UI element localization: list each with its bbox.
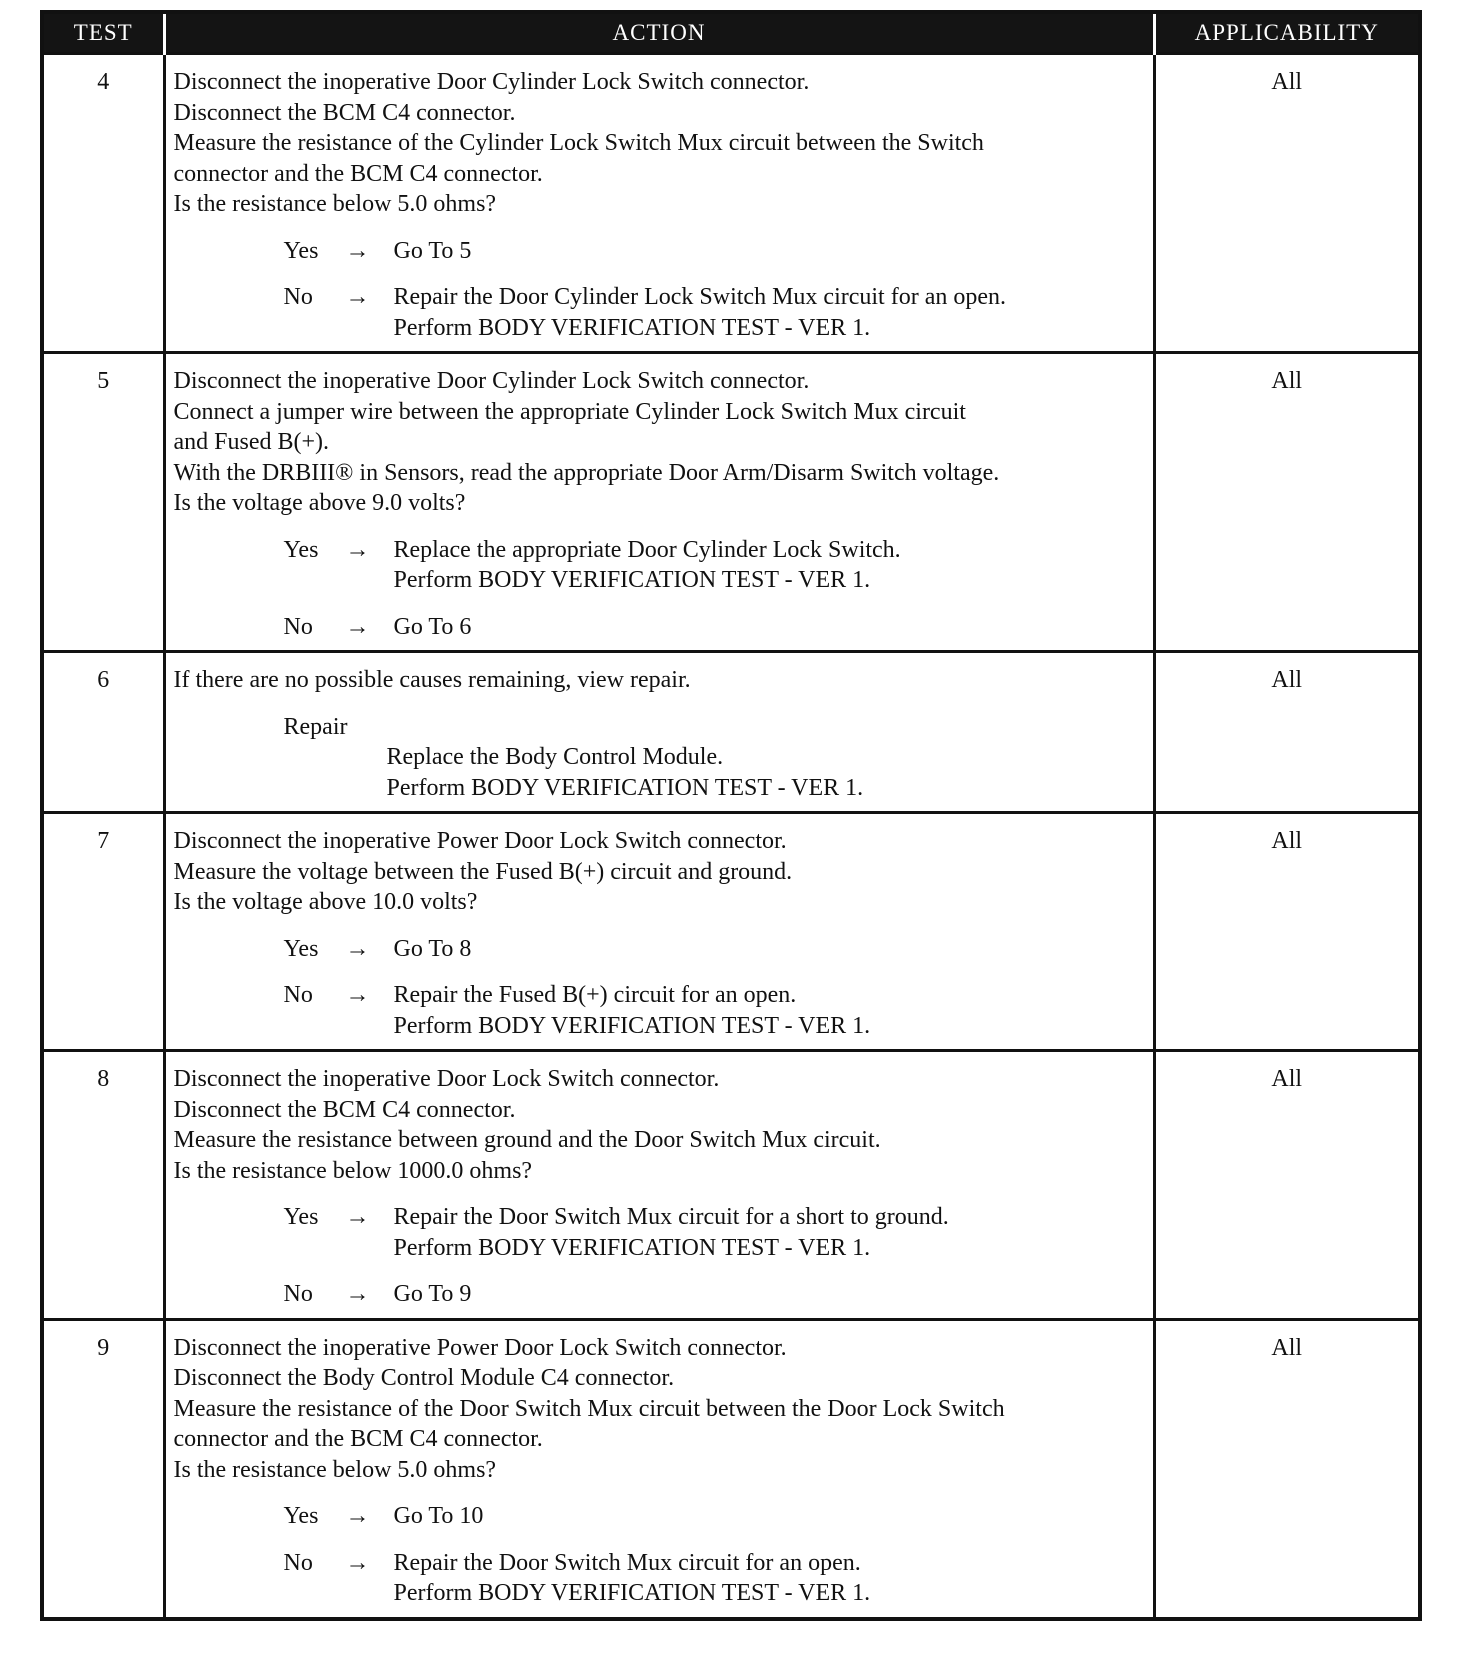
action-cell <box>164 1319 1154 1619</box>
action-line: connector and the BCM C4 connector. <box>173 1426 543 1452</box>
outcome-yes <box>174 1202 1145 1263</box>
outcome-result: Perform BODY VERIFICATION TEST - VER 1. <box>393 1580 871 1606</box>
action-line: Disconnect the inoperative Door Lock Switch connector. <box>173 1066 720 1092</box>
action-cell <box>164 1051 1154 1320</box>
action-line: connector and the BCM C4 connector. <box>173 160 543 187</box>
action-line: Is the resistance below 5.0 ohms? <box>173 191 497 217</box>
test-number: 9 <box>42 1319 164 1619</box>
arrow-icon: → <box>345 1204 370 1230</box>
repair-label: Repair <box>283 713 348 740</box>
arrow-icon: → <box>345 613 370 640</box>
arrow-icon: → <box>345 536 370 563</box>
action-line: Is the voltage above 10.0 volts? <box>173 889 478 915</box>
outcome-yes <box>174 934 1145 965</box>
answer-label: Yes <box>283 1503 319 1529</box>
outcome-result: Repair the Door Switch Mux circuit for an open. <box>393 1549 861 1576</box>
outcome-result: Go To 6 <box>393 613 472 640</box>
applicability-value: All <box>1154 813 1420 1051</box>
arrow-icon: → <box>345 1281 370 1307</box>
action-line: Is the resistance below 1000.0 ohms? <box>173 1157 533 1184</box>
action-line: Disconnect the BCM C4 connector. <box>173 99 516 126</box>
header-test: TEST <box>42 12 164 54</box>
outcome-no <box>174 612 1145 643</box>
repair-block <box>174 712 1145 804</box>
applicability-value: All <box>1154 1051 1420 1320</box>
action-line: and Fused B(+). <box>173 429 330 455</box>
outcome-result: Perform BODY VERIFICATION TEST - VER 1. <box>393 1012 871 1039</box>
table-row <box>42 1319 1420 1619</box>
action-line: Disconnect the inoperative Power Door Lock Switch connector. <box>173 1334 787 1361</box>
answer-label: No <box>283 982 313 1008</box>
table-body <box>42 54 1420 1619</box>
outcome-yes <box>174 1501 1145 1532</box>
outcome-yes <box>174 236 1145 267</box>
action-line: Measure the voltage between the Fused B(+) circuit and ground. <box>173 858 793 885</box>
outcome-result: Replace the appropriate Door Cylinder Lock Switch. <box>393 536 901 563</box>
outcome-result: Go To 9 <box>393 1281 472 1307</box>
arrow-icon: → <box>345 237 370 264</box>
action-line: Disconnect the inoperative Door Cylinder Lock Switch connector. <box>173 368 810 394</box>
applicability-value: All <box>1154 353 1420 652</box>
header-row <box>42 12 1420 54</box>
action-cell <box>164 353 1154 652</box>
outcome-result: Go To 10 <box>393 1503 484 1529</box>
test-number: 5 <box>42 353 164 652</box>
action-line: Measure the resistance between ground and the Door Switch Mux circuit. <box>173 1127 881 1153</box>
header-action: ACTION <box>164 12 1154 54</box>
repair-line: Perform BODY VERIFICATION TEST - VER 1. <box>386 774 864 801</box>
outcome-no <box>174 1279 1145 1310</box>
test-number: 7 <box>42 813 164 1051</box>
applicability-value: All <box>1154 652 1420 813</box>
outcome-result: Repair the Fused B(+) circuit for an open. <box>393 982 797 1008</box>
arrow-icon: → <box>345 1549 370 1576</box>
arrow-icon: → <box>345 1503 370 1529</box>
header-applicability: APPLICABILITY <box>1154 12 1420 54</box>
answer-label: Yes <box>283 237 319 264</box>
repair-line: Replace the Body Control Module. <box>386 744 724 770</box>
action-line: Connect a jumper wire between the appropriate Cylinder Lock Switch Mux circuit <box>173 398 966 425</box>
table-row <box>42 54 1420 353</box>
action-line: Measure the resistance of the Door Switch Mux circuit between the Door Lock Switch <box>173 1395 1005 1422</box>
outcome-yes <box>174 535 1145 596</box>
outcome-result: Perform BODY VERIFICATION TEST - VER 1. <box>393 314 871 341</box>
outcome-result: Repair the Door Switch Mux circuit for a short to ground. <box>393 1204 949 1230</box>
action-cell <box>164 813 1154 1051</box>
outcome-result: Go To 5 <box>393 237 472 264</box>
table-row <box>42 652 1420 813</box>
table-header <box>42 12 1420 54</box>
outcome-no <box>174 980 1145 1041</box>
action-cell <box>164 652 1154 813</box>
table-row <box>42 353 1420 652</box>
test-number: 6 <box>42 652 164 813</box>
test-number: 4 <box>42 54 164 353</box>
outcome-no <box>174 282 1145 343</box>
answer-label: No <box>283 1281 313 1307</box>
action-line: Disconnect the inoperative Door Cylinder Lock Switch connector. <box>173 69 810 95</box>
diagnostic-test-table <box>40 10 1422 1621</box>
arrow-icon: → <box>345 935 370 962</box>
applicability-value: All <box>1154 54 1420 353</box>
table-row <box>42 813 1420 1051</box>
answer-label: No <box>283 1549 313 1576</box>
action-line: Measure the resistance of the Cylinder Lock Switch Mux circuit between the Switch <box>173 130 984 156</box>
outcome-result: Perform BODY VERIFICATION TEST - VER 1. <box>393 567 871 593</box>
outcome-result: Perform BODY VERIFICATION TEST - VER 1. <box>393 1234 871 1261</box>
answer-label: Yes <box>283 536 319 563</box>
arrow-icon: → <box>345 284 370 310</box>
action-line: With the DRBIII® in Sensors, read the appropriate Door Arm/Disarm Switch voltage. <box>173 459 1000 486</box>
action-line: Is the voltage above 9.0 volts? <box>173 490 466 516</box>
table-row <box>42 1051 1420 1320</box>
outcome-result: Go To 8 <box>393 935 472 962</box>
arrow-icon: → <box>345 982 370 1008</box>
answer-label: Yes <box>283 1204 319 1230</box>
test-number: 8 <box>42 1051 164 1320</box>
outcome-result: Repair the Door Cylinder Lock Switch Mux circuit for an open. <box>393 284 1007 310</box>
answer-label: No <box>283 284 313 310</box>
action-line: Disconnect the inoperative Power Door Lock Switch connector. <box>173 828 787 854</box>
answer-label: Yes <box>283 935 319 962</box>
outcome-no <box>174 1548 1145 1609</box>
action-line: Disconnect the BCM C4 connector. <box>173 1096 516 1123</box>
action-line: If there are no possible causes remaining, view repair. <box>173 667 691 693</box>
action-line: Is the resistance below 5.0 ohms? <box>173 1456 497 1483</box>
answer-label: No <box>283 613 313 640</box>
action-line: Disconnect the Body Control Module C4 connector. <box>173 1365 675 1391</box>
applicability-value: All <box>1154 1319 1420 1619</box>
action-cell <box>164 54 1154 353</box>
